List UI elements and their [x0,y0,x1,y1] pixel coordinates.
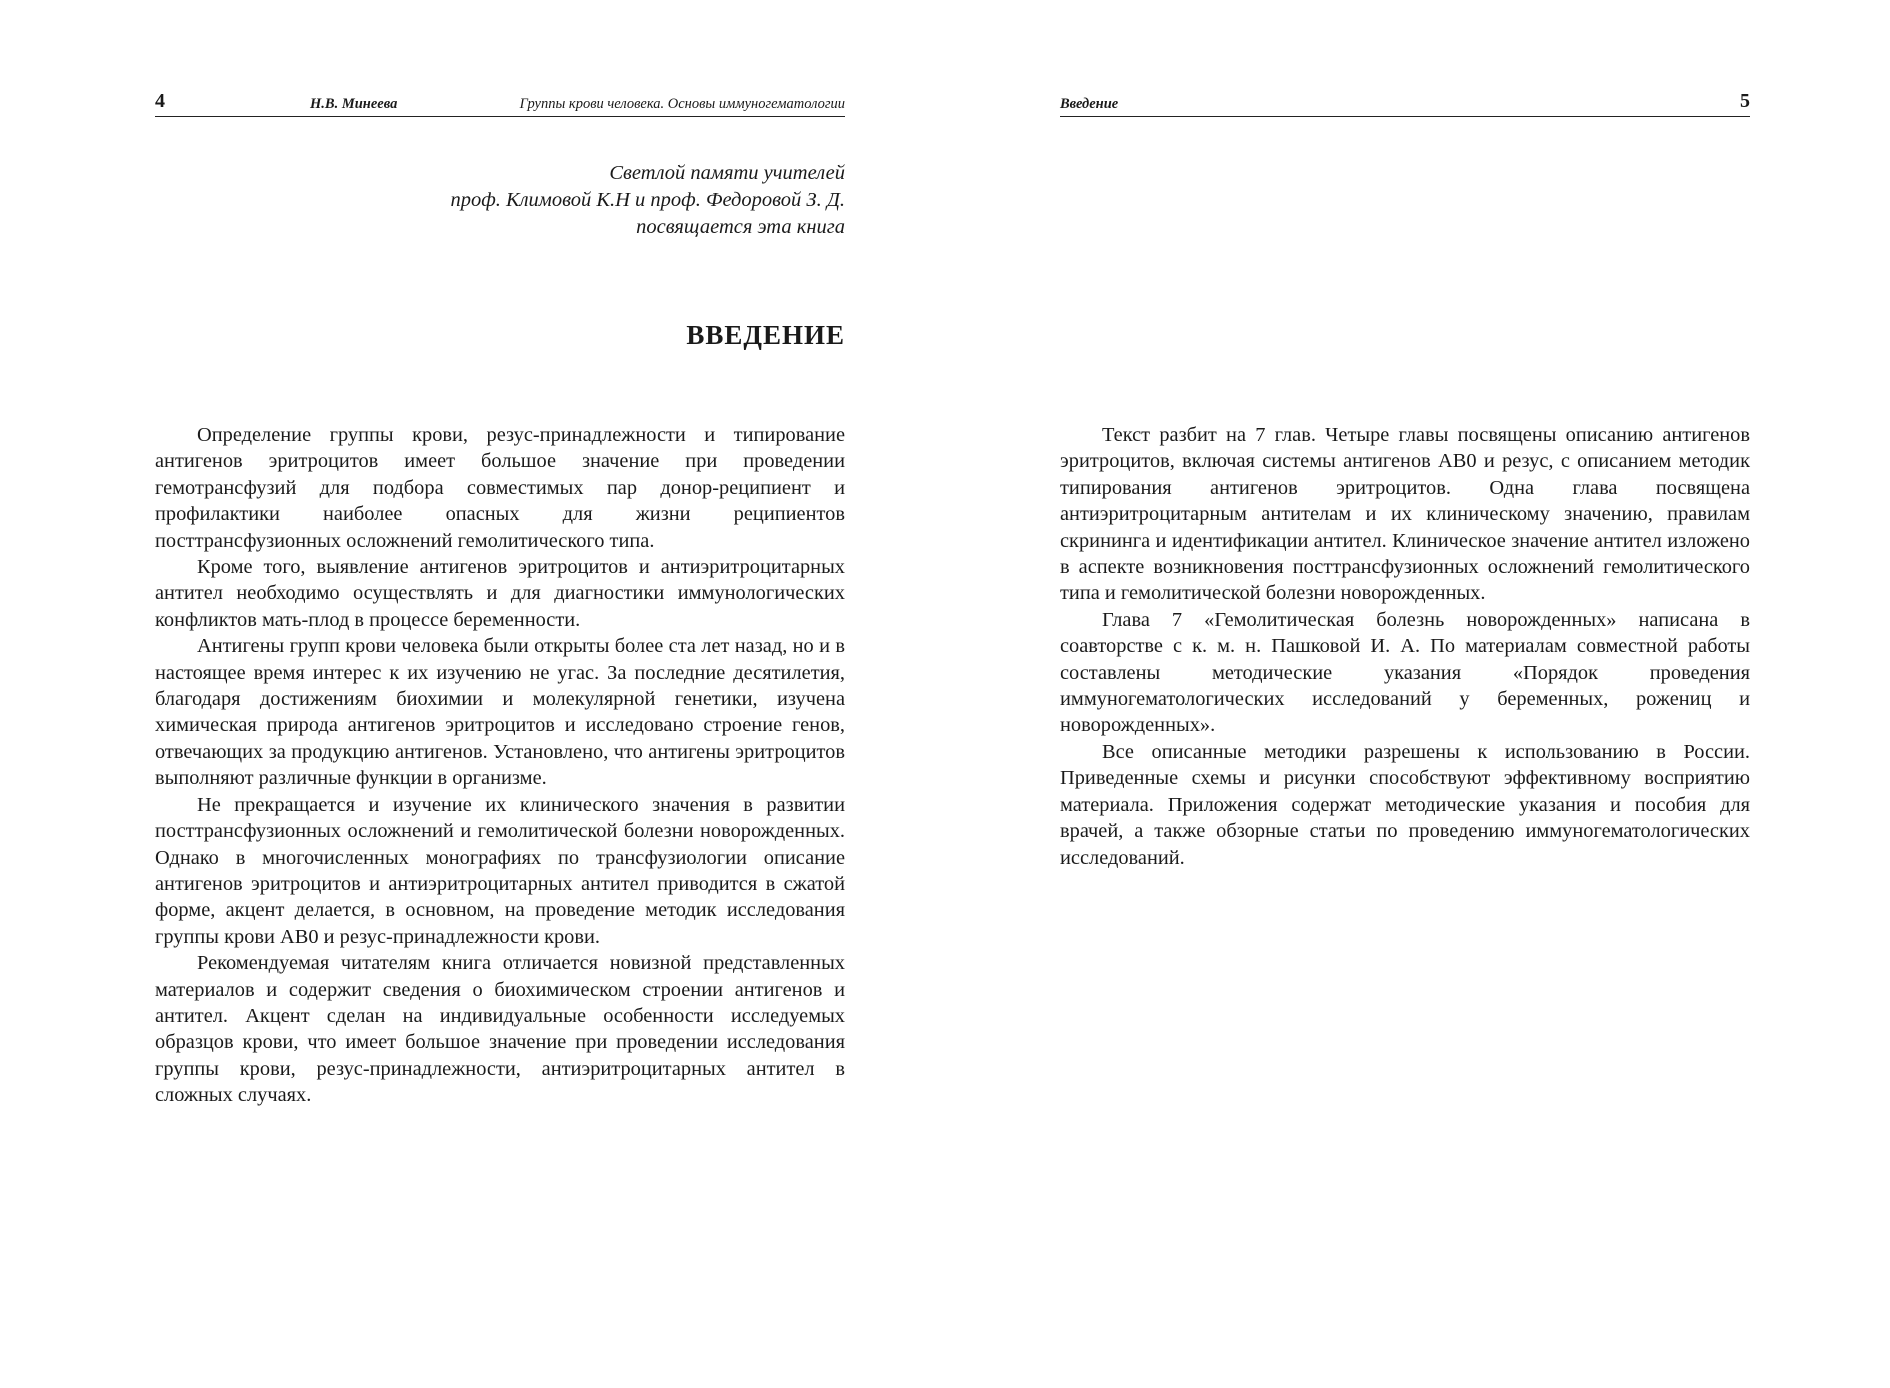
paragraph: Все описанные методики разрешены к использованию в России. Приведенные схемы и рисунки способствуют эффективному восприятию материала. Приложения содержат методические указания и пособия для врачей, а также обзорные статьи по проведению иммуногематологических исследований. [1060,740,1750,869]
left-body-text [155,422,845,1109]
chapter-title: ВВЕДЕНИЕ [686,320,845,350]
running-head-section: Введение [1060,96,1119,112]
page-number-left: 4 [155,90,165,112]
paragraph: Рекомендуемая читателям книга отличается новизной представленных материалов и содержит сведения о биохимическом строении антигенов и антител. Акцент сделан на индивидуальные особенности исследуемых образцов крови, что имеет большое значение при проведении исследования группы крови, резус-принадлежности, антиэритроцитарных антител в сложных случаях. [155,952,845,1107]
right-page [1060,0,1750,1388]
paragraph: Определение группы крови, резус-принадлежности и типирование антигенов эритроцитов имеет большое значение при проведении гемотрансфузий для подбора совместимых пар донор-реципиент и профилактики наиболее опасных для жизни реципиентов посттрансфузионных осложнений гемолитического типа. [155,424,845,552]
dedication [245,160,845,241]
page-number-right: 5 [1740,90,1750,112]
running-head-book-title: Группы крови человека. Основы иммуногематологии [519,96,845,112]
dedication-line: посвящается эта книга [636,216,845,238]
left-page [155,0,845,1388]
running-head-author: Н.В. Минеева [310,96,398,112]
dedication-line: Светлой памяти учителей [609,162,845,184]
right-running-head [1060,92,1750,117]
paragraph: Антигены групп крови человека были открыты более ста лет назад, но и в настоящее время интерес к их изучению не угас. За последние десятилетия, благодаря достижениям биохимии и молекулярной генетики, изучена химическая природа антигенов эритроцитов и исследовано строение генов, отвечающих за продукцию антигенов. Установлено, что антигены эритроцитов выполняют различные функции в организме. [155,635,845,790]
paragraph: Глава 7 «Гемолитическая болезнь новорожденных» написана в соавторстве с к. м. н. Пашковой И. А. По материалам совместной работы составлены методические указания «Порядок проведения иммуногематологических исследований у беременных, рожениц и новорожденных». [1060,608,1750,737]
left-running-head [155,92,845,117]
paragraph: Кроме того, выявление антигенов эритроцитов и антиэритроцитарных антител необходимо осуществлять и для диагностики иммунологических конфликтов мать-плод в процессе беременности. [155,556,845,631]
paragraph: Текст разбит на 7 глав. Четыре главы посвящены описанию антигенов эритроцитов, включая системы антигенов АВ0 и резус, с описанием методик типирования антигенов эритроцитов. Одна глава посвящена антиэритроцитарным антителам и их клиническому значению, правилам скрининга и идентификации антител. Клиническое значение антител изложено в аспекте возникновения посттрансфузионных осложнений гемолитического типа и гемолитической болезни новорожденных. [1060,424,1750,605]
paragraph: Не прекращается и изучение их клинического значения в развитии посттрансфузионных осложнений и гемолитической болезни новорожденных. Однако в многочисленных монографиях по трансфузиологии описание антигенов эритроцитов и антиэритроцитарных антител приводится в сжатой форме, акцент делается, в основном, на проведение методик исследования группы крови АВ0 и резус-принадлежности крови. [155,793,845,948]
dedication-line: проф. Климовой К.Н и проф. Федоровой З. Д. [450,189,845,211]
right-body-text [1060,422,1750,871]
